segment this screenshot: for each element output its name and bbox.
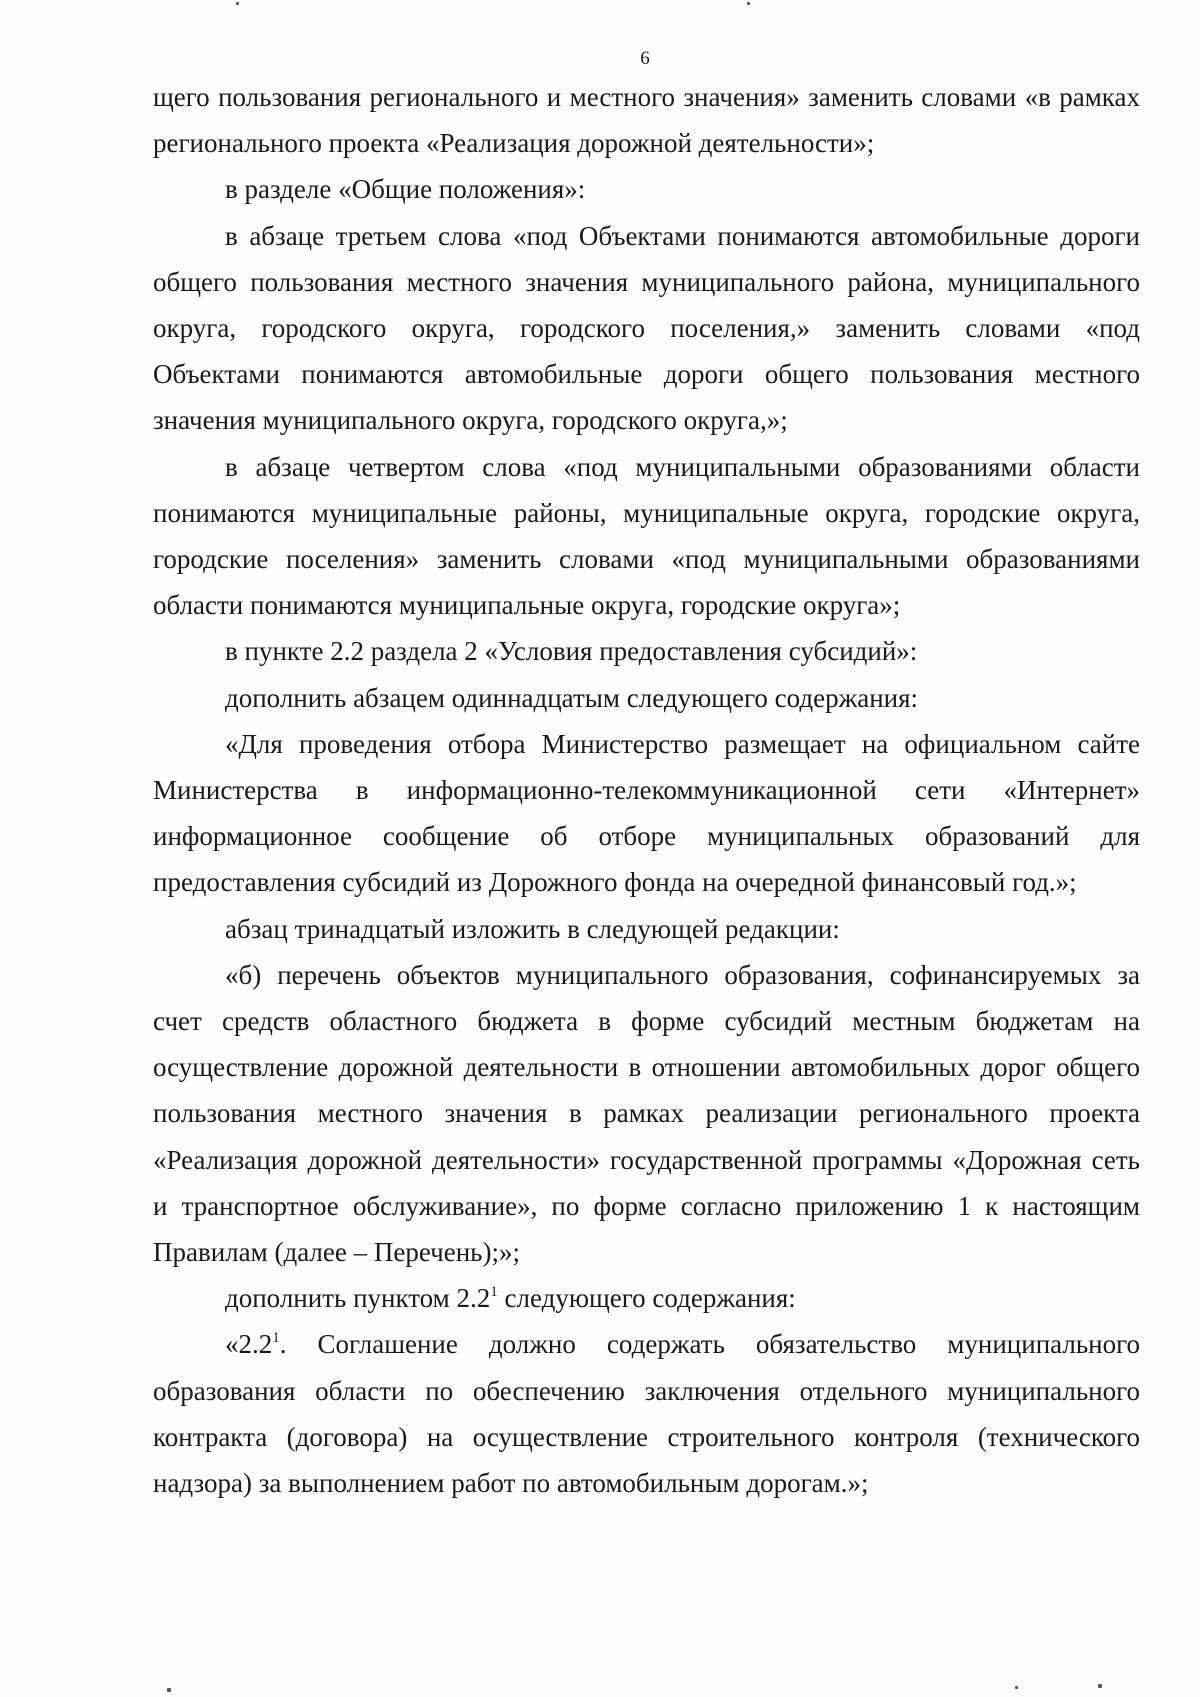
paragraph-with-superscript: [153, 1321, 1140, 1506]
paragraph-text: дополнить пунктом 2.2: [225, 1283, 491, 1314]
page-number: 6: [640, 48, 650, 69]
paragraph: в абзаце третьем слова «под Объектами понимаются автомобильные дороги общего пользования местного значения муниципального района, муниципального округа, городского округа, городского поселения,» заменить словами «под Объектами понимаются автомобильные дороги общего пользования местного значения муниципального округа, городского округа,»;: [153, 220, 1140, 436]
paragraph-text: «2.2: [225, 1329, 273, 1360]
paragraph: дополнить абзацем одиннадцатым следующего содержания:: [225, 682, 919, 713]
paragraph-with-superscript: [153, 1275, 1140, 1321]
paragraph: в абзаце четвертом слова «под муниципальными образованиями области понимаются муниципальные районы, муниципальные округа, городские округа, городские поселения» заменить словами «под муниципальными образованиями области понимаются муниципальные округа, городские округа»;: [153, 451, 1140, 621]
paragraph: абзац тринадцатый изложить в следующей редакции:: [225, 913, 840, 944]
paragraph: в пункте 2.2 раздела 2 «Условия предоставления субсидий»:: [225, 636, 918, 667]
paragraph: «б) перечень объектов муниципального образования, софинансируемых за счет средств областного бюджета в форме субсидий местным бюджетам на осуществление дорожной деятельности в отношении автомобильных дорог общего пользования местного значения в рамках реализации регионального проекта «Реализация дорожной деятельности» государственной программы «Дорожная сеть и транспортное обслуживание», по форме согласно приложению 1 к настоящим Правилам (далее – Перечень);»;: [153, 959, 1140, 1268]
paragraph-text: . Соглашение должно содержать обязательство муниципального образования области по обеспечению заключения отдельного муниципального контракта (договора) на осуществление строительного контроля (технического надзора) за выполнением работ по автомобильным дорогам.»;: [153, 1329, 1140, 1499]
scan-speck: [747, 2, 750, 5]
superscript: 1: [490, 1284, 498, 1301]
paragraph: щего пользования регионального и местного значения» заменить словами «в рамках регионального проекта «Реализация дорожной деятельности»;: [153, 82, 1140, 159]
document-body: [153, 74, 1140, 1506]
scan-speck: [1015, 1686, 1018, 1689]
superscript: 1: [272, 1330, 280, 1347]
paragraph: «Для проведения отбора Министерство размещает на официальном сайте Министерства в информационно-телекоммуникационной сети «Интернет» информационное сообщение об отборе муниципальных образований для предоставления субсидий из Дорожного фонда на очередной финансовый год.»;: [153, 728, 1140, 898]
paragraph-text: следующего содержания:: [497, 1283, 796, 1314]
scan-speck: [1098, 1684, 1102, 1688]
scan-speck: [167, 1688, 171, 1692]
paragraph: в разделе «Общие положения»:: [225, 174, 586, 205]
scan-speck: [236, 2, 239, 5]
